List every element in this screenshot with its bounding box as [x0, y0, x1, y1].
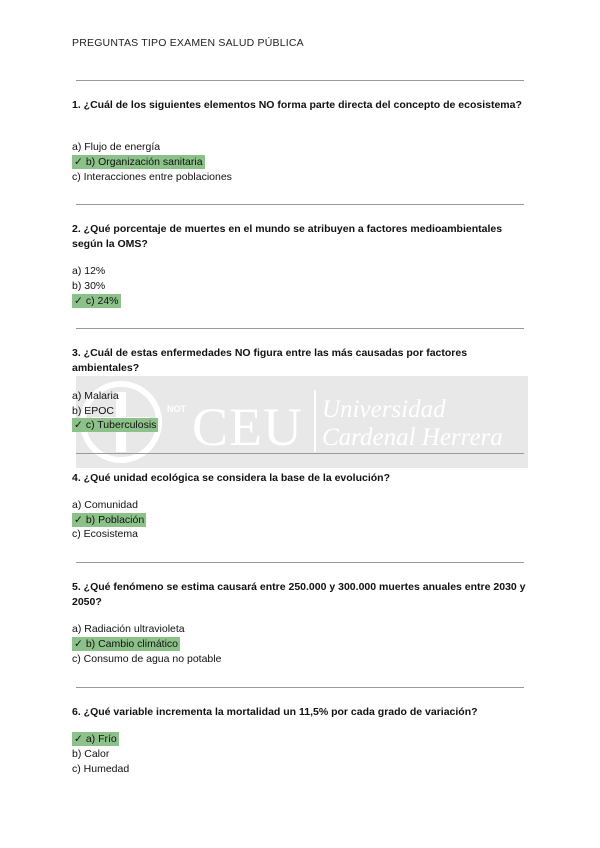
question-4-option-a: a) Comunidad [72, 499, 138, 511]
divider [76, 80, 524, 81]
question-3-option-b: b) EPOC [72, 405, 115, 417]
watermark-line2: Cardenal Herrera [322, 424, 503, 451]
question-6: 6. ¿Qué variable incrementa la mortalidad un 11,5% por cada grado de variación? [72, 706, 478, 718]
check-icon: ✓ [74, 156, 83, 168]
question-2-option-a: a) 12% [72, 265, 106, 277]
page-header: PREGUNTAS TIPO EXAMEN SALUD PÚBLICA [72, 37, 304, 49]
question-5: 5. ¿Qué fenómeno se estima causará entre 250.000 y 300.000 muertes anuales entre 2030 y 2050? [72, 581, 526, 608]
option-label: b) Cambio climático [85, 638, 179, 650]
question-5-option-a: a) Radiación ultravioleta [72, 623, 185, 635]
question-1: 1. ¿Cuál de los siguientes elementos NO forma parte directa del concepto de ecosistema? [72, 99, 522, 111]
question-4-option-b-correct [72, 513, 146, 527]
question-4-option-c: c) Ecosistema [72, 528, 138, 540]
check-icon: ✓ [74, 514, 83, 526]
question-4: 4. ¿Qué unidad ecológica se considera la base de la evolución? [72, 472, 391, 484]
option-label: c) Tuberculosis [85, 419, 157, 431]
question-5-option-c: c) Consumo de agua no potable [72, 653, 222, 665]
divider [76, 204, 524, 205]
question-3-option-a: a) Malaria [72, 390, 119, 402]
question-3-option-c-correct [72, 418, 158, 432]
question-6-option-a-correct [72, 732, 119, 746]
check-icon: ✓ [74, 638, 83, 650]
question-1-option-c: c) Interacciones entre poblaciones [72, 171, 232, 183]
check-icon: ✓ [74, 419, 83, 431]
question-6-option-b: b) Calor [72, 748, 110, 760]
check-icon: ✓ [74, 733, 83, 745]
question-6-option-c: c) Humedad [72, 763, 130, 775]
question-2-option-b: b) 30% [72, 280, 106, 292]
question-2: 2. ¿Qué porcentaje de muertes en el mundo se atribuyen a factores medioambientales según la OMS? [72, 223, 503, 250]
watermark-nof: NOT [167, 404, 186, 414]
question-3: 3. ¿Cuál de estas enfermedades NO figura entre las más causadas por factores ambientales? [72, 347, 468, 374]
option-label: a) Frío [85, 733, 117, 745]
divider [76, 453, 524, 454]
watermark-separator [314, 390, 316, 452]
watermark-university-name [322, 396, 503, 452]
question-1-option-b-correct [72, 155, 205, 169]
option-label: b) Población [85, 514, 145, 526]
option-label: c) 24% [85, 295, 119, 307]
divider [76, 328, 524, 329]
option-label: b) Organización sanitaria [85, 156, 203, 168]
watermark-ceu: CEU [192, 397, 303, 457]
question-1-option-a: a) Flujo de energía [72, 141, 161, 153]
divider [76, 562, 524, 563]
question-5-option-b-correct [72, 637, 180, 651]
check-icon: ✓ [74, 295, 83, 307]
divider [76, 687, 524, 688]
question-2-option-c-correct [72, 294, 121, 308]
watermark-line1: Universidad [322, 396, 446, 423]
